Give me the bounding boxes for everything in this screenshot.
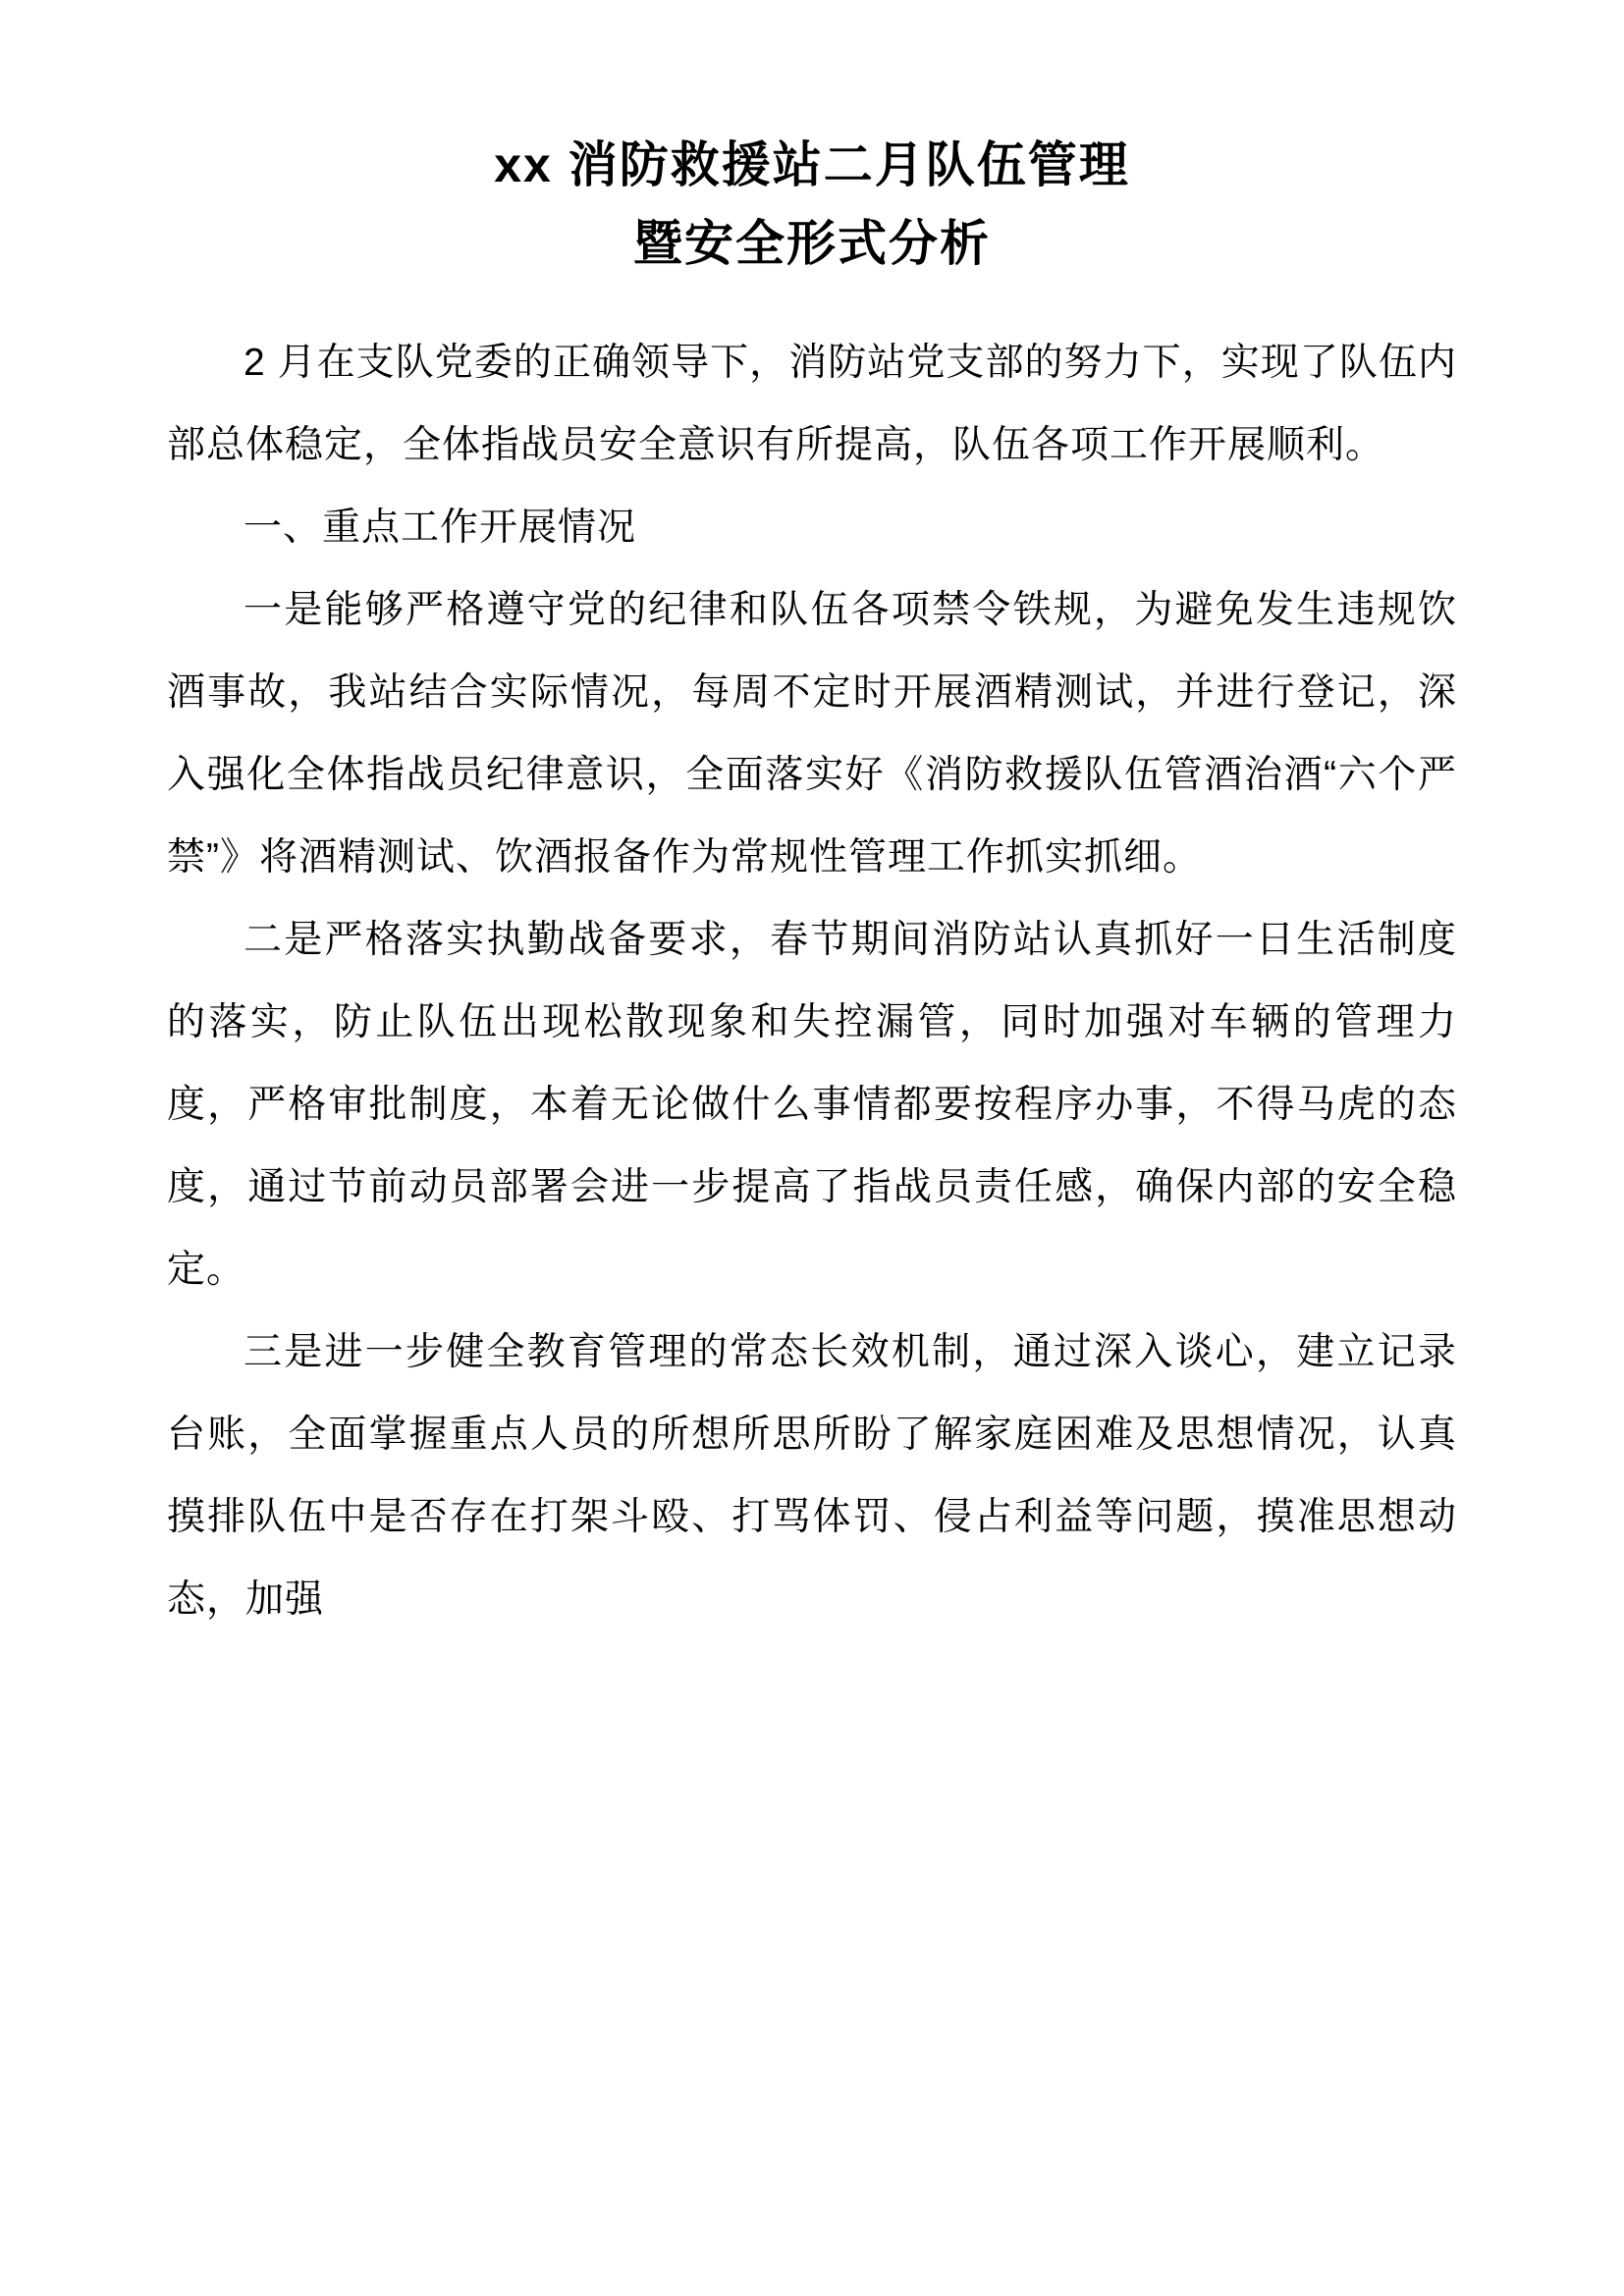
paragraph-point-1: 一是能够严格遵守党的纪律和队伍各项禁令铁规，为避免发生违规饮酒事故，我站结合实际情况，每周不定时开展酒精测试，并进行登记，深入强化全体指战员纪律意识，全面落实好《消防救援队伍管酒治酒“六个严禁”》将酒精测试、饮酒报备作为常规性管理工作抓实抓细。 <box>167 589 1457 879</box>
paragraph-point-3: 三是进一步健全教育管理的常态长效机制，通过深入谈心，建立记录台账，全面掌握重点人员的所想所思所盼了解家庭困难及思想情况，认真摸排队伍中是否存在打架斗殴、打骂体罚、侵占利益等问题，摸准思想动态，加强 <box>167 1331 1457 1621</box>
section-heading-1: 一、重点工作开展情况 <box>244 507 637 549</box>
document-title <box>167 126 1457 283</box>
paragraph-point-2: 二是严格落实执勤战备要求，春节期间消防站认真抓好一日生活制度的落实，防止队伍出现松散现象和失控漏管，同时加强对车辆的管理力度，严格审批制度，本着无论做什么事情都要按程序办事，不得马虎的态度，通过节前动员部署会进一步提高了指战员责任感，确保内部的安全稳定。 <box>167 919 1457 1291</box>
document-title-line1: xx 消防救援站二月队伍管理 <box>494 137 1130 192</box>
paragraph-intro: 2 月在支队党委的正确领导下，消防站党支部的努力下，实现了队伍内部总体稳定，全体指战员安全意识有所提高，队伍各项工作开展顺利。 <box>167 342 1457 466</box>
document-title-line2: 暨安全形式分析 <box>633 216 991 271</box>
document-body <box>167 322 1457 1641</box>
